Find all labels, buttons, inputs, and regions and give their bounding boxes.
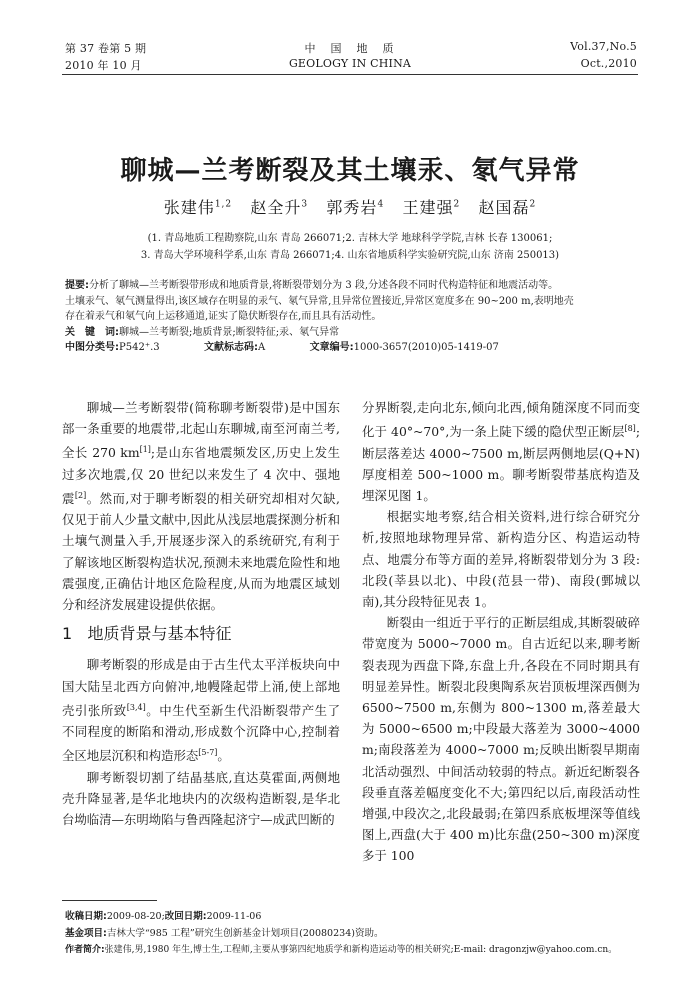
author-affiliation: 4 [377, 199, 385, 210]
citation[interactable]: [8] [624, 424, 636, 434]
abstract [65, 278, 637, 356]
affiliation-line: 3. 青岛大学环境科学系,山东 青岛 266071;4. 山东省地质科学实验研究院,山东 济南 250013) [140, 250, 560, 261]
affiliation-line: (1. 青岛地质工程勘察院,山东 青岛 266071;2. 吉林大学 地球科学学院,吉林 长春 130061; [147, 233, 553, 244]
author-name: 赵全升 [250, 198, 302, 217]
section-number: 1 [62, 624, 73, 644]
received-label: 收稿日期: [65, 911, 107, 922]
abstract-text: 存在着汞气和氡气向上运移通道,证实了隐伏断裂存在,而且具有活动性。 [65, 311, 382, 322]
citation[interactable]: [3,4] [126, 702, 146, 712]
section-title: 地质背景与基本特征 [87, 624, 232, 644]
header-date-cn: 2010 年 10 月 [65, 59, 142, 72]
article-number: 1000-3657(2010)05-1419-07 [353, 342, 499, 353]
header-date-en: Oct.,2010 [580, 57, 637, 70]
keywords-label: 关 键 词: [65, 326, 119, 338]
keywords: 聊城—兰考断裂;地质背景;断裂特征;汞、氡气异常 [119, 326, 340, 338]
citation[interactable]: [1] [139, 445, 151, 455]
author-name: 王建强 [402, 198, 454, 217]
section-heading [62, 623, 340, 644]
body-paragraph: 聊考断裂切割了结晶基底,直达莫霍面,两侧地壳升降显著,是华北地块内的次级构造断裂,是华北台坳临清—东明坳陷与鲁西隆起济宁—成武凹断的 [62, 769, 340, 828]
revised-label: 改回日期: [164, 911, 207, 922]
header-volume-en: Vol.37,No.5 [570, 40, 637, 53]
footnotes [65, 908, 665, 959]
fund-label: 基金项目: [65, 928, 107, 939]
citation[interactable]: [5-7] [198, 748, 218, 758]
clc-number: P542⁺.3 [119, 342, 160, 353]
abstract-text: 分析了聊城—兰考断裂带形成和地质背景,将断裂带划分为 3 段,分述各段不同时代构造特征和地震活动等。 [89, 280, 559, 291]
body-paragraph: 断裂由一组近于平行的正断层组成,其断裂破碎带宽度为 5000~7000 m。自古近纪以来,聊考断裂表现为西盘下降,东盘上升,各段在不同时期具有明显差异性。断裂北段奥陶系灰岩顶板埋深西侧为 6500~7500 m,东侧为 800~1300 m,落差最大为 5000~6500 m;中段最大落差为 3000~4000 m;南段落差为 4000~7000 m;反映出断裂早期南北活动强烈、中间活动较弱的特点。新近纪断裂各段垂直落差幅度变化不大;第四纪以后,南段活动性增强,中段次之,北段最弱;在第四系底板埋深等值线图上,西盘(大于 400 m)比东盘(250~300 m)深度多于 100 [362, 615, 640, 864]
author-affiliation: 2 [453, 199, 461, 210]
article-no-label: 文章编号: [309, 342, 354, 353]
abstract-text: 土壤汞气、氡气测量得出,该区域存在明显的汞气、氡气异常,且异常位置接近,异常区宽度多在 90~200 m,表明地壳 [65, 295, 574, 307]
body-paragraph: 聊考断裂的形成是由于古生代太平洋板块向中国大陆呈北西方向俯冲,地幔隆起带上涌,使上部地壳引张所致[3,4]。中生代至新生代沿断裂带产生了不同程度的断陷和滑动,形成数个沉降中心,控制着全区地层沉积和构造形态[5-7]。 [62, 657, 341, 764]
fund-text: 吉林大学“985 工程”研究生创新基金计划项目(20080234)资助。 [106, 928, 384, 939]
abstract-label: 提要: [65, 280, 89, 291]
clc-label: 中图分类号: [65, 342, 119, 353]
footnote-rule [62, 900, 157, 901]
received-date: 2009-08-20; [106, 911, 165, 922]
author-bio-label: 作者简介: [65, 945, 105, 955]
author-name: 张建伟 [163, 198, 215, 217]
header-rule [62, 74, 638, 75]
author-name: 郭秀岩 [326, 198, 378, 217]
body-paragraph: 根据实地考察,结合相关资料,进行综合研究分析,按照地球物理异常、新构造分区、构造运动特点、地震分布等方面的差异,将断裂带划分为 3 段:北段(莘县以北)、中段(范县一带)、南段(鄄城以南),其分段特征见表 1。 [362, 509, 640, 609]
doc-code-label: 文献标志码: [204, 342, 259, 353]
author-list [0, 195, 700, 218]
left-column [62, 397, 340, 830]
revised-date: 2009-11-06 [206, 911, 262, 922]
body-paragraph: 分界断裂,走向北东,倾向北西,倾角随深度不同而变化于 40°~70°,为一条上陡下缓的隐伏型正断层[8];断层落差达 4000~7500 m,断层两侧地层(Q+N)厚度相差 500~1000 m。聊考断裂带基底构造及埋深见图 1。 [362, 400, 640, 503]
author-affiliation: 1,2 [214, 199, 233, 210]
right-column [362, 397, 640, 867]
author-affiliation: 2 [529, 199, 537, 210]
author-affiliation: 3 [301, 199, 309, 210]
header-journal-cn: 中 国 地 质 [304, 42, 396, 55]
author-name: 赵国磊 [478, 198, 530, 217]
citation[interactable]: [2] [74, 490, 87, 500]
author-bio: 张建伟,男,1980 年生,博士生,工程师,主要从事第四纪地质学和新构造运动等的相关研究;E-mail: dragonzjw@yahoo.com.cn。 [104, 945, 618, 955]
header-journal-en: GEOLOGY IN CHINA [288, 57, 412, 70]
doc-code: A [258, 342, 266, 353]
paper-title: 聊城—兰考断裂及其土壤汞、氡气异常 [120, 156, 580, 186]
header-volume-cn: 第 37 卷第 5 期 [65, 42, 147, 55]
intro-paragraph: 聊城—兰考断裂带(简称聊考断裂带)是中国东部一条重要的地震带,北起山东聊城,南至河南兰考,全长 270 km[1];是山东省地震频发区,历史上发生过多次地震,仅 20 世纪以来发生了 4 次中、强地震[2]。然而,对于聊考断裂的相关研究却相对欠缺,仅见于前人少量文献中,因此从浅层地震探测分析和土壤气测量入手,开展逐步深入的系统研究,有利于了解该地区断裂构造状况,预测未来地震危险性和地震强度,正确估计地区危险程度,从而为地震区域划分和经济发展建设提供依据。 [62, 400, 340, 613]
